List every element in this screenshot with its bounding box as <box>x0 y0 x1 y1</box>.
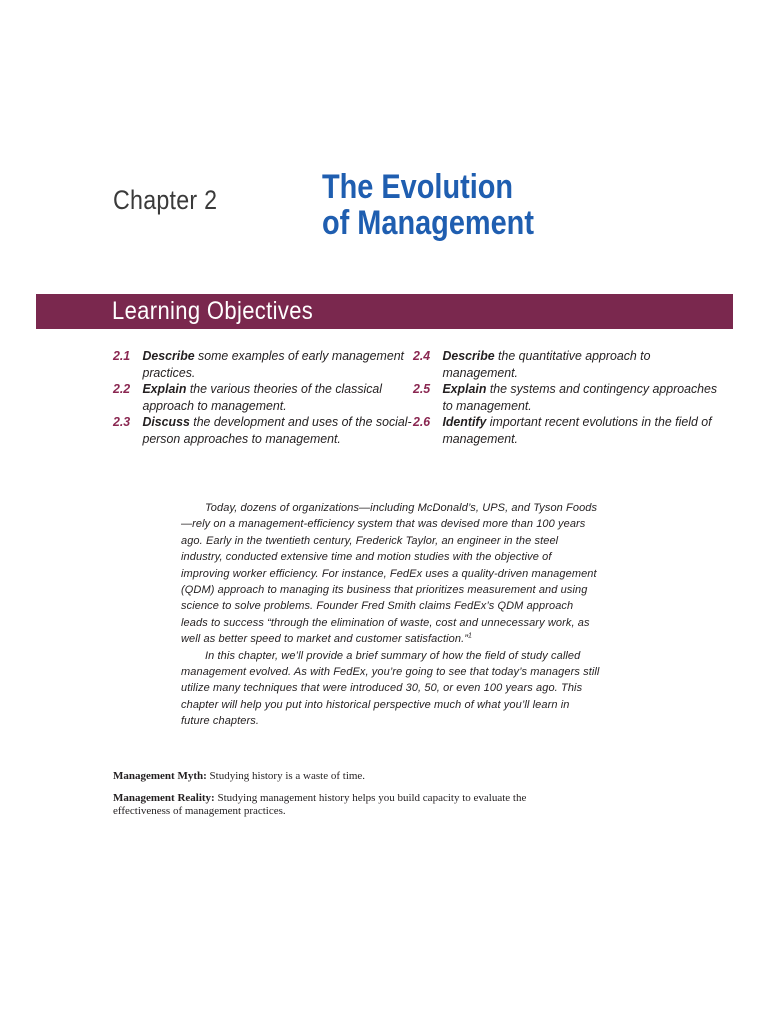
objective-number: 2.6 <box>413 414 431 430</box>
objective-verb: Describe <box>442 348 495 363</box>
objectives-left-column <box>113 348 413 448</box>
objective-2-3 <box>113 414 427 447</box>
objective-verb: Discuss <box>142 414 190 430</box>
management-myth-box <box>113 770 583 827</box>
myth-text: Studying history is a waste of time. <box>206 770 366 782</box>
objective-text: the development and uses of the social-person approaches to management. <box>142 414 412 446</box>
objective-text: the quantitative approach to management. <box>442 348 651 380</box>
chapter-title <box>322 169 577 241</box>
objective-text: the various theories of the classical approach to management. <box>142 381 383 413</box>
reality-text: Studying management history helps you build capacity to evaluate the effectiveness of management practices. <box>113 792 527 817</box>
objectives-right-column <box>413 348 718 448</box>
objective-2-6 <box>413 414 727 447</box>
objective-2-5 <box>413 381 727 414</box>
footnote-marker: 1 <box>468 632 473 640</box>
intro-paragraph-1-text: Today, dozens of organizations—including McDonald’s, UPS, and Tyson Foods—rely on a management-efficiency system that was devised more than 100 years ago. Early in the twentieth century, Frederick Taylor, an engineer in the steel industry, conducted extensive time and motion studies with the objective of improving worker efficiency. For instance, FedEx uses a quality-driven management (QDM) approach to managing its business that prioritizes measurement and using science to solve problems. Founder Fred Smith claims FedEx’s QDM approach leads to success “through the elimination of waste, cost and unnecessary work, as well as better speed to market and customer satisfaction.” <box>181 502 598 646</box>
objective-text: the systems and contingency approaches to management. <box>442 381 718 413</box>
objective-2-1 <box>113 348 427 381</box>
objective-2-2 <box>113 381 427 414</box>
objective-verb: Explain <box>142 381 187 397</box>
objective-text: some examples of early management practices. <box>142 348 404 380</box>
chapter-intro <box>181 500 601 730</box>
objective-number: 2.1 <box>113 348 131 363</box>
objective-number: 2.5 <box>413 381 431 397</box>
intro-paragraph-2: In this chapter, we’ll provide a brief summary of how the field of study called management evolved. As with FedEx, you’re going to see that today’s managers still utilize many techniques that were introduced 30, 50, or even 100 years ago. This chapter will help you put into historical perspective much of what you’ll learn in future chapters. <box>181 649 600 728</box>
reality-label: Management Reality: <box>113 792 215 804</box>
intro-paragraph-1 <box>181 500 601 648</box>
learning-objectives-band <box>36 294 733 329</box>
objective-2-4 <box>413 348 727 381</box>
chapter-label: Chapter 2 <box>113 185 218 215</box>
myth-label: Management Myth: <box>113 770 207 782</box>
learning-objectives-heading: Learning Objectives <box>112 297 314 325</box>
chapter-title-line-1: The Evolution <box>322 168 514 206</box>
objective-number: 2.4 <box>413 348 431 363</box>
objective-number: 2.2 <box>113 381 131 397</box>
management-reality <box>113 792 583 818</box>
objective-verb: Identify <box>442 414 487 430</box>
objective-number: 2.3 <box>113 414 131 430</box>
chapter-title-line-2: of Management <box>322 204 534 242</box>
management-myth <box>113 770 583 783</box>
objective-verb: Describe <box>142 348 195 363</box>
objective-verb: Explain <box>442 381 487 397</box>
objective-text: important recent evolutions in the field of management. <box>442 414 712 446</box>
